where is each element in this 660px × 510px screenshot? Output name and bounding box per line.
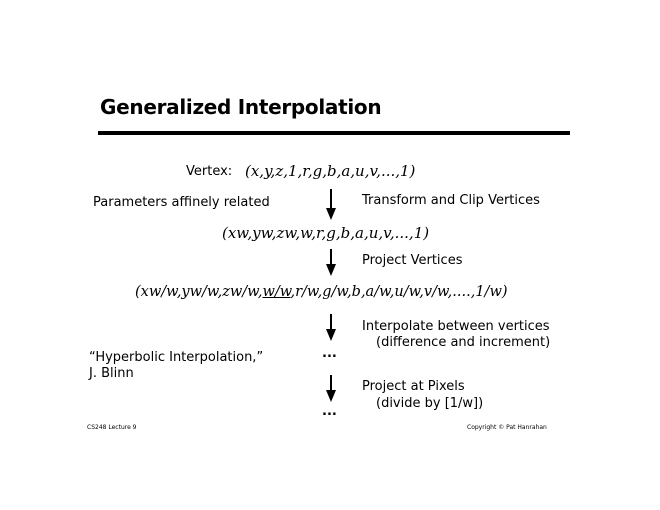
slide-title: Generalized Interpolation [100, 95, 382, 119]
step-project-vertices: Project Vertices [362, 253, 463, 268]
tuple-homogeneous: (xw,yw,zw,w,r,g,b,a,u,v,...,1) [222, 224, 430, 242]
ellipsis: ... [322, 346, 337, 361]
params-note: Parameters affinely related [93, 195, 270, 210]
tuple-projected [135, 284, 508, 300]
step-project-pixels-line2: (divide by [1/w]) [376, 396, 484, 411]
vertex-label: Vertex: [186, 164, 233, 179]
quote-line2: J. Blinn [89, 366, 134, 381]
quote-line1: “Hyperbolic Interpolation,” [89, 350, 264, 365]
step-interpolate-line1: Interpolate between vertices [362, 319, 550, 334]
step-project-pixels-line1: Project at Pixels [362, 379, 465, 394]
step-interpolate-line2: (difference and increment) [376, 335, 551, 350]
footer-copyright: Copyright © Pat Hanrahan [467, 424, 547, 431]
tuple-projected-start: (xw/w,yw/w,zw/w, [135, 284, 263, 300]
footer-course: CS248 Lecture 9 [87, 424, 137, 431]
ellipsis: ... [322, 404, 337, 419]
vertex-tuple: (x,y,z,1,r,g,b,a,u,v,...,1) [245, 162, 416, 180]
step-transform-clip: Transform and Clip Vertices [362, 193, 540, 208]
tuple-projected-end: ,r/w,g/w,b,a/w,u/w,v/w,....,1/w) [290, 284, 508, 300]
tuple-projected-underlined: w/w [262, 284, 291, 300]
title-rule [98, 131, 570, 135]
